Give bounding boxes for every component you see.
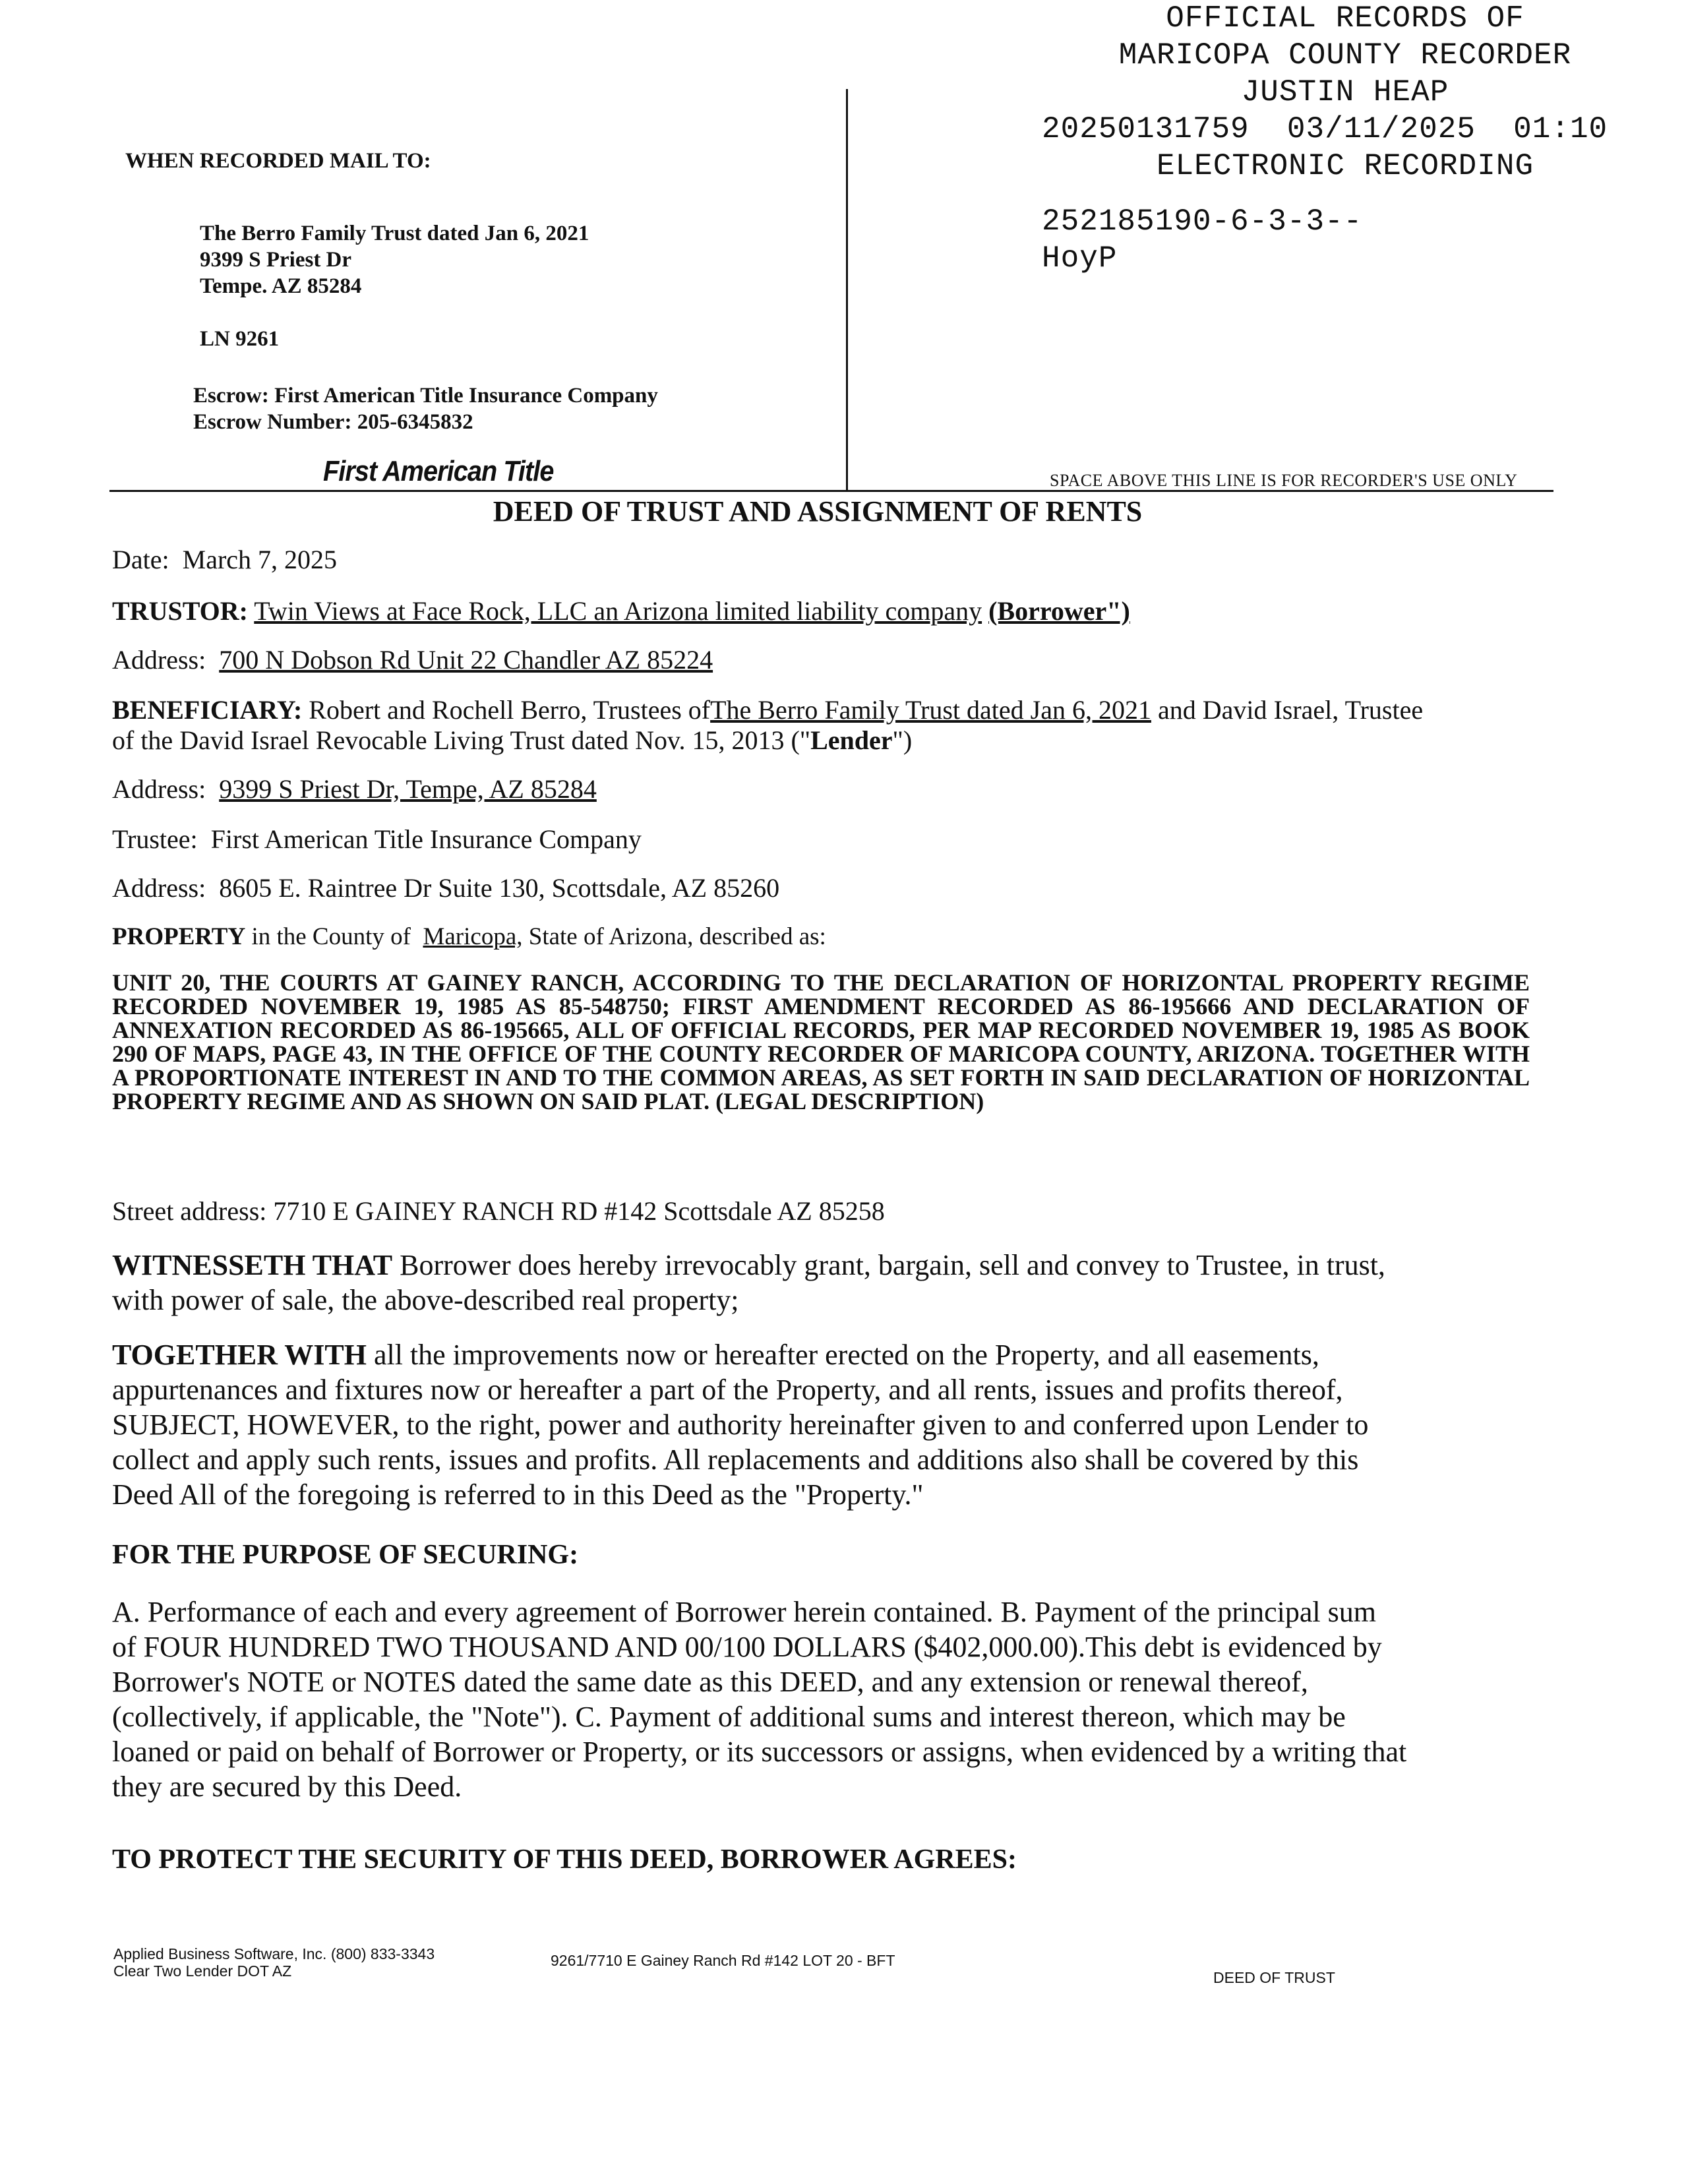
beneficiary-line-2 (112, 725, 912, 756)
together-with-line-1: all the improvements now or hereafter erected on the Property, and all easements, (373, 1339, 1319, 1371)
vertical-divider (846, 89, 848, 491)
trustee-address-label: Address: (112, 873, 206, 903)
together-with-line-4: collect and apply such rents, issues and profits. All replacements and additions also shall be covered by this (112, 1443, 1359, 1476)
stamp-line-5: ELECTRONIC RECORDING (1156, 149, 1534, 183)
date-label: Date: (112, 545, 169, 574)
beneficiary-label: BENEFICIARY: (112, 695, 303, 725)
property-line (112, 922, 826, 952)
purpose-paragraph (112, 1594, 1406, 1804)
date-line (112, 545, 337, 575)
beneficiary-line2-text: of the David Israel Revocable Living Trust dated Nov. 15, 2013 (" (112, 725, 811, 755)
trustee-name: First American Title Insurance Company (210, 824, 642, 854)
stamp-clerk: HoyP (1042, 241, 1118, 276)
witnesseth-paragraph (112, 1248, 1385, 1318)
record-number: 20250131759 (1042, 112, 1250, 146)
recorder-stamp (1029, 0, 1662, 277)
escrow-number: Escrow Number: 205-6345832 (193, 410, 473, 434)
witnesseth-line-2: with power of sale, the above-described real property; (112, 1284, 739, 1316)
footer-software (113, 1945, 435, 1980)
escrow-company: Escrow: First American Title Insurance Company (193, 384, 658, 408)
trustor-role: (Borrower") (988, 596, 1130, 626)
trustor-name: Twin Views at Face Rock, LLC an Arizona limited liability company (254, 596, 982, 626)
purpose-line-1: A. Performance of each and every agreement of Borrower herein contained. B. Payment of the principal sum (112, 1596, 1376, 1628)
property-label: PROPERTY (112, 923, 246, 950)
purpose-line-3: Borrower's NOTE or NOTES dated the same date as this DEED, and any extension or renewal thereof, (112, 1666, 1308, 1698)
purpose-line-2: of FOUR HUNDRED TWO THOUSAND AND 00/100 DOLLARS ($402,000.00).This debt is evidenced by (112, 1631, 1382, 1663)
purpose-line-6: they are secured by this Deed. (112, 1771, 462, 1803)
purpose-line-4: (collectively, if applicable, the "Note"). C. Payment of additional sums and interest thereon, which may be (112, 1701, 1346, 1733)
together-with-paragraph (112, 1337, 1368, 1512)
footer-software-line-2: Clear Two Lender DOT AZ (113, 1962, 292, 1980)
purpose-line-5: loaned or paid on behalf of Borrower or Property, or its successors or assigns, when evidenced by a writing that (112, 1736, 1407, 1768)
witnesseth-lead: WITNESSETH THAT (112, 1249, 393, 1281)
document-title: DEED OF TRUST AND ASSIGNMENT OF RENTS (493, 495, 1143, 528)
together-with-line-2: appurtenances and fixtures now or hereafter a part of the Property, and all rents, issues and profits thereof, (112, 1374, 1343, 1406)
beneficiary-text-after: and David Israel, Trustee (1157, 695, 1424, 725)
stamp-ref-code: 252185190-6-3-3-- (1042, 204, 1363, 239)
beneficiary-trust-name: The Berro Family Trust dated Jan 6, 2021 (710, 695, 1151, 725)
trustor-address-line (112, 645, 713, 675)
record-date: 03/11/2025 (1286, 112, 1476, 146)
trustee-label: Trustee: (112, 824, 198, 854)
trustor-address-label: Address: (112, 645, 206, 675)
beneficiary-line2-end: ") (892, 725, 913, 755)
beneficiary-text-before: Robert and Rochell Berro, Trustees of (309, 695, 711, 725)
date-value: March 7, 2025 (182, 545, 338, 574)
footer-doc-type: DEED OF TRUST (1213, 1969, 1335, 1986)
witnesseth-line-1: Borrower does hereby irrevocably grant, bargain, sell and convey to Trustee, in trust, (400, 1249, 1385, 1281)
mail-to-heading: WHEN RECORDED MAIL TO: (125, 149, 431, 173)
street-address: Street address: 7710 E GAINEY RANCH RD #142 Scottsdale AZ 85258 (112, 1196, 885, 1226)
footer-software-line-1: Applied Business Software, Inc. (800) 833-3343 (113, 1945, 435, 1962)
legal-description: UNIT 20, THE COURTS AT GAINEY RANCH, ACCORDING TO THE DECLARATION OF HORIZONTAL PROPERTY REGIME RECORDED NOVEMBER 19, 1985 AS 85-548750; FIRST AMENDMENT RECORDED AS 86-195666 AND DECLARATION OF ANNEXATION RECORDED AS 86-195665, ALL OF OFFICIAL RECORDS, PER MAP RECORDED NOVEMBER 19, 1985 AS BOOK 290 OF MAPS, PAGE 43, IN THE OFFICE OF THE COUNTY RECORDER OF MARICOPA COUNTY, ARIZONA. TOGETHER WITH A PROPORTIONATE INTEREST IN AND TO THE COMMON AREAS, AS SET FORTH IN SAID DECLARATION OF HORIZONTAL PROPERTY REGIME AND AS SHOWN ON SAID PLAT. (LEGAL DESCRIPTION) (112, 969, 1530, 1114)
mail-to-street: 9399 S Priest Dr (200, 248, 352, 272)
mail-to-city: Tempe. AZ 85284 (200, 274, 362, 298)
trustor-address: 700 N Dobson Rd Unit 22 Chandler AZ 85224 (219, 645, 713, 675)
stamp-line-2: MARICOPA COUNTY RECORDER (1118, 38, 1572, 73)
property-county: Maricopa, (423, 923, 523, 950)
purpose-heading: FOR THE PURPOSE OF SECURING: (112, 1540, 579, 1570)
trustee-address-line (112, 873, 779, 903)
beneficiary-address: 9399 S Priest Dr, Tempe, AZ 85284 (219, 774, 597, 804)
protect-heading: TO PROTECT THE SECURITY OF THIS DEED, BORROWER AGREES: (112, 1844, 1017, 1875)
recorder-space-note: SPACE ABOVE THIS LINE IS FOR RECORDER'S USE ONLY (1050, 471, 1518, 490)
stamp-line-1: OFFICIAL RECORDS OF (1166, 1, 1524, 36)
mail-to-name: The Berro Family Trust dated Jan 6, 2021 (200, 222, 589, 245)
together-with-line-3: SUBJECT, HOWEVER, to the right, power and authority hereinafter given to and conferred upon Lender to (112, 1409, 1369, 1441)
beneficiary-address-line (112, 774, 597, 804)
beneficiary-address-label: Address: (112, 774, 206, 804)
trustor-line (112, 596, 1130, 626)
property-text-2: State of Arizona, described as: (528, 923, 826, 950)
stamp-line-3: JUSTIN HEAP (1241, 75, 1449, 109)
first-american-title-logo: First American Title (323, 455, 554, 487)
beneficiary-role: Lender (810, 725, 893, 755)
trustee-line (112, 824, 642, 855)
record-time: 01:10 (1513, 112, 1608, 146)
together-with-line-5: Deed All of the foregoing is referred to in this Deed as the "Property." (112, 1478, 924, 1511)
beneficiary-line-1 (112, 695, 1423, 725)
loan-number: LN 9261 (200, 327, 280, 351)
together-with-lead: TOGETHER WITH (112, 1339, 367, 1371)
footer-file-ref: 9261/7710 E Gainey Ranch Rd #142 LOT 20 - BFT (551, 1952, 895, 1969)
property-text-1: in the County of (251, 923, 411, 950)
stamp-record-line (1042, 111, 1662, 148)
trustor-label: TRUSTOR: (112, 596, 248, 626)
trustee-address: 8605 E. Raintree Dr Suite 130, Scottsdale, AZ 85260 (219, 873, 780, 903)
horizontal-divider (109, 490, 1553, 492)
